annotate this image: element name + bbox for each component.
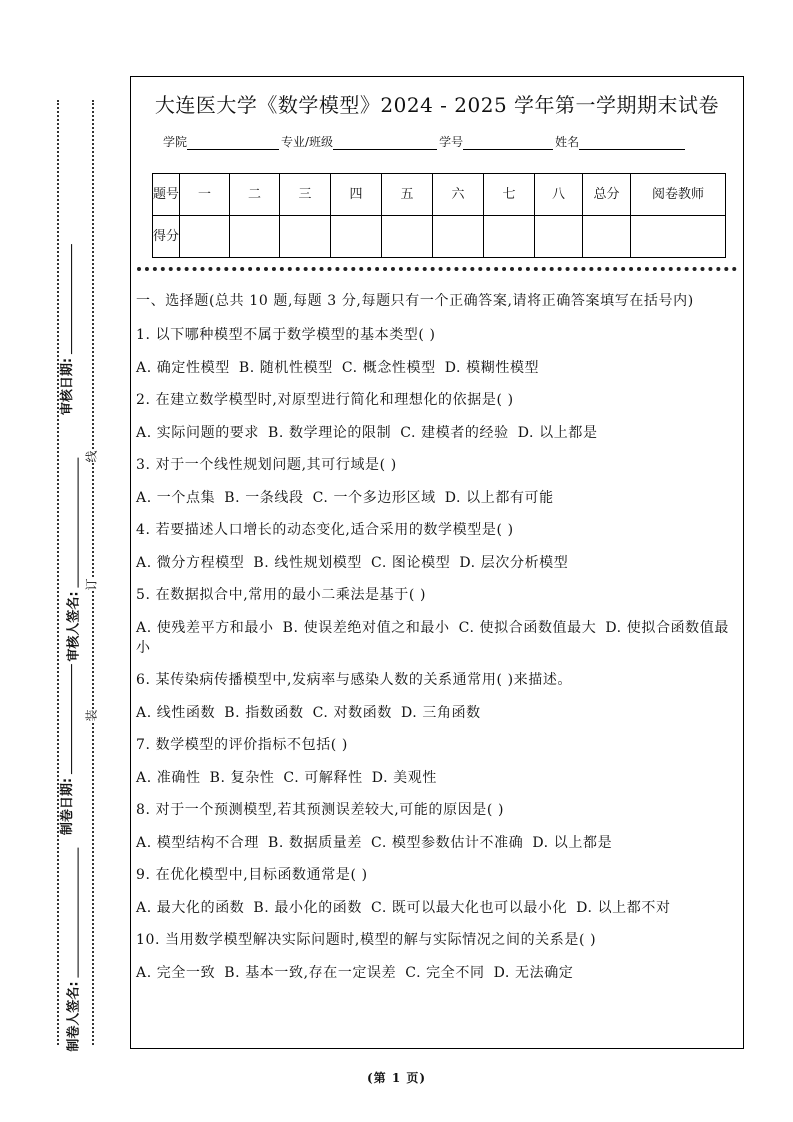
- make-date-blank[interactable]: [71, 664, 72, 774]
- exam-frame: [130, 76, 744, 1049]
- option[interactable]: A. 线性函数: [136, 705, 216, 721]
- question-options: [136, 423, 739, 443]
- option[interactable]: C. 一个多边形区域: [312, 490, 436, 506]
- option[interactable]: D. 以上都是: [517, 425, 598, 441]
- option[interactable]: A. 使残差平方和最小: [136, 620, 274, 636]
- option[interactable]: B. 线性规划模型: [253, 555, 363, 571]
- score-cell[interactable]: [484, 216, 535, 258]
- student-info-row: [163, 133, 687, 150]
- option[interactable]: D. 以上都不对: [576, 900, 671, 916]
- header-label-cell: 题号: [153, 174, 180, 216]
- option[interactable]: B. 复杂性: [209, 770, 275, 786]
- question-options: [136, 553, 739, 573]
- col-6: 六: [433, 174, 484, 216]
- option[interactable]: B. 最小化的函数: [253, 900, 363, 916]
- col-grader: 阅卷教师: [631, 174, 726, 216]
- col-total: 总分: [583, 174, 631, 216]
- option[interactable]: B. 数据质量差: [268, 835, 363, 851]
- option[interactable]: D. 模糊性模型: [444, 360, 540, 376]
- question: 2. 在建立数学模型时,对原型进行简化和理想化的依据是( ): [136, 392, 514, 408]
- score-cell[interactable]: [331, 216, 382, 258]
- score-cell[interactable]: [535, 216, 583, 258]
- review-date-label: 审核日期:: [56, 244, 75, 415]
- option[interactable]: D. 三角函数: [400, 705, 481, 721]
- option[interactable]: D. 美观性: [371, 770, 437, 786]
- grader-cell[interactable]: [631, 216, 726, 258]
- score-cell[interactable]: [180, 216, 230, 258]
- question: 7. 数学模型的评价指标不包括( ): [136, 737, 348, 753]
- binding-dotted-line-inner: [92, 100, 94, 1045]
- binding-char-zhuang: 装: [81, 709, 102, 721]
- option[interactable]: C. 使拟合函数值最大: [458, 620, 597, 636]
- option[interactable]: A. 模型结构不合理: [136, 835, 260, 851]
- question: 10. 当用数学模型解决实际问题时,模型的解与实际情况之间的关系是( ): [136, 932, 597, 948]
- option[interactable]: A. 准确性: [136, 770, 201, 786]
- score-cell-total[interactable]: [583, 216, 631, 258]
- col-2: 二: [230, 174, 280, 216]
- option[interactable]: A. 最大化的函数: [136, 900, 245, 916]
- question: 9. 在优化模型中,目标函数通常是( ): [136, 867, 368, 883]
- option[interactable]: A. 确定性模型: [136, 360, 230, 376]
- question: 5. 在数据拟合中,常用的最小二乘法是基于( ): [136, 587, 427, 603]
- maker-signature-label: 制卷人签名:: [63, 847, 82, 1051]
- student-id-label: 学号: [439, 135, 464, 149]
- option[interactable]: A. 微分方程模型: [136, 555, 245, 571]
- major-label: 专业/班级: [281, 135, 334, 149]
- option[interactable]: C. 既可以最大化也可以最小化: [371, 900, 568, 916]
- question-options: [136, 898, 739, 918]
- option[interactable]: C. 概念性模型: [341, 360, 436, 376]
- major-field[interactable]: [333, 136, 437, 150]
- option[interactable]: B. 使误差绝对值之和最小: [282, 620, 450, 636]
- option[interactable]: A. 完全一致: [136, 965, 216, 981]
- option[interactable]: B. 一条线段: [224, 490, 304, 506]
- make-date-label: 制卷日期:: [56, 664, 75, 835]
- option[interactable]: B. 数学理论的限制: [268, 425, 392, 441]
- binding-char-line: 线: [81, 450, 102, 462]
- reviewer-signature-label: 审核人签名:: [63, 457, 82, 661]
- option[interactable]: C. 图论模型: [371, 555, 451, 571]
- option[interactable]: B. 随机性模型: [238, 360, 333, 376]
- score-cell[interactable]: [230, 216, 280, 258]
- score-label-cell: 得分: [153, 216, 180, 258]
- name-label: 姓名: [555, 135, 580, 149]
- col-5: 五: [382, 174, 433, 216]
- dotted-separator: [137, 267, 737, 271]
- option[interactable]: A. 一个点集: [136, 490, 216, 506]
- question-options: [136, 768, 739, 788]
- score-cell[interactable]: [382, 216, 433, 258]
- col-4: 四: [331, 174, 382, 216]
- option[interactable]: B. 基本一致,存在一定误差: [224, 965, 397, 981]
- question: 1. 以下哪种模型不属于数学模型的基本类型( ): [136, 327, 436, 343]
- option[interactable]: D. 使拟合函数值最小: [136, 620, 729, 656]
- section-heading: 一、选择题(总共 10 题,每题 3 分,每题只有一个正确答案,请将正确答案填写在括号内): [136, 293, 694, 309]
- option[interactable]: D. 无法确定: [493, 965, 574, 981]
- option[interactable]: C. 对数函数: [312, 705, 392, 721]
- exam-title: 大连医大学《数学模型》2024 - 2025 学年第一学期期末试卷: [154, 93, 720, 117]
- question-options: [136, 618, 739, 658]
- reviewer-signature-blank[interactable]: [78, 457, 79, 587]
- option[interactable]: D. 层次分析模型: [459, 555, 569, 571]
- question-options: [136, 358, 739, 378]
- col-3: 三: [280, 174, 331, 216]
- maker-signature-blank[interactable]: [78, 847, 79, 977]
- col-1: 一: [180, 174, 230, 216]
- option[interactable]: C. 模型参数估计不准确: [371, 835, 524, 851]
- question-options: [136, 703, 739, 723]
- binding-char-ding: 订: [81, 578, 102, 590]
- option[interactable]: C. 建模者的经验: [400, 425, 509, 441]
- question-options: [136, 833, 739, 853]
- page-number: (第 1 页): [366, 1071, 427, 1085]
- option[interactable]: D. 以上都是: [532, 835, 613, 851]
- score-table-score-row: [153, 216, 726, 258]
- name-field[interactable]: [579, 136, 685, 150]
- question-options: [136, 488, 739, 508]
- review-date-blank[interactable]: [71, 244, 72, 354]
- score-table-header-row: [153, 174, 726, 216]
- score-table: [152, 173, 726, 258]
- option[interactable]: C. 完全不同: [405, 965, 485, 981]
- option[interactable]: C. 可解释性: [283, 770, 363, 786]
- question: 4. 若要描述人口增长的动态变化,适合采用的数学模型是( ): [136, 522, 514, 538]
- question: 6. 某传染病传播模型中,发病率与感染人数的关系通常用( )来描述。: [136, 672, 573, 688]
- section-choice-questions: [136, 291, 739, 995]
- college-field[interactable]: [187, 136, 279, 150]
- score-cell[interactable]: [433, 216, 484, 258]
- col-7: 七: [484, 174, 535, 216]
- option[interactable]: A. 实际问题的要求: [136, 425, 260, 441]
- student-id-field[interactable]: [463, 136, 553, 150]
- college-label: 学院: [163, 135, 188, 149]
- binding-dotted-line-outer: [57, 100, 59, 1045]
- question-options: [136, 963, 739, 983]
- question: 8. 对于一个预测模型,若其预测误差较大,可能的原因是( ): [136, 802, 505, 818]
- score-cell[interactable]: [280, 216, 331, 258]
- col-8: 八: [535, 174, 583, 216]
- option[interactable]: B. 指数函数: [224, 705, 304, 721]
- option[interactable]: D. 以上都有可能: [444, 490, 554, 506]
- question: 3. 对于一个线性规划问题,其可行域是( ): [136, 457, 397, 473]
